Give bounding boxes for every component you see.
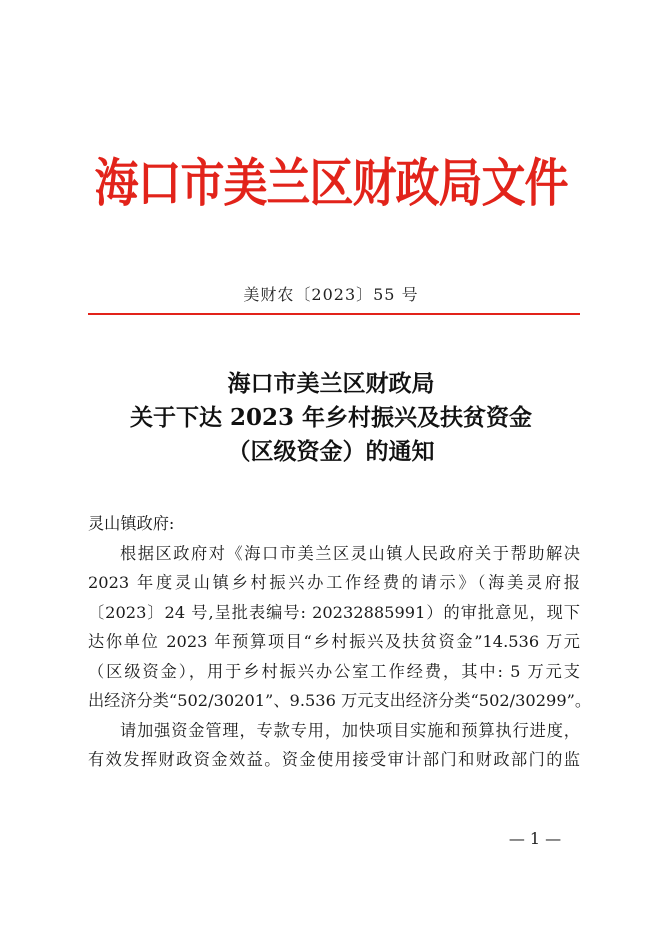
paragraph-2 bbox=[88, 716, 580, 775]
notice-body bbox=[88, 509, 592, 775]
title-line-2: 关于下达 2023 年乡村振兴及扶贫资金 bbox=[129, 404, 533, 431]
page-number: — 1 — bbox=[508, 829, 562, 848]
paragraph-line: 出经济分类“502/30201”、9.536 万元支出经济分类“502/30299”。 bbox=[88, 691, 592, 710]
masthead-title: 海口市美兰区财政局文件 bbox=[94, 153, 568, 214]
notice-title bbox=[0, 367, 662, 469]
title-line-3: （区级资金）的通知 bbox=[227, 438, 435, 465]
paragraph-line: 达你单位 2023 年预算项目“乡村振兴及扶贫资金”14.536 万元 bbox=[88, 632, 580, 651]
title-line-1: 海口市美兰区财政局 bbox=[227, 370, 435, 397]
paragraph-line: 根据区政府对《海口市美兰区灵山镇人民政府关于帮助解决 bbox=[120, 543, 580, 563]
paragraph-line: 有效发挥财政资金效益。资金使用接受审计部门和财政部门的监 bbox=[88, 750, 580, 769]
paragraph-line: 2023 年度灵山镇乡村振兴办工作经费的请示》（海美灵府报 bbox=[88, 573, 580, 592]
document-number: 美财农〔2023〕55 号 bbox=[243, 285, 419, 304]
paragraph-line: （区级资金），用于乡村振兴办公室工作经费，其中: 5 万元支 bbox=[88, 661, 580, 681]
paragraph-line: 〔2023〕24 号,呈批表编号: 20232885991）的审批意见，现下 bbox=[88, 602, 580, 622]
red-divider-line bbox=[88, 313, 580, 315]
salutation: 灵山镇政府: bbox=[88, 514, 175, 533]
paragraph-line: 请加强资金管理，专款专用，加快项目实施和预算执行进度， bbox=[120, 720, 580, 740]
paragraph-1 bbox=[88, 539, 592, 716]
